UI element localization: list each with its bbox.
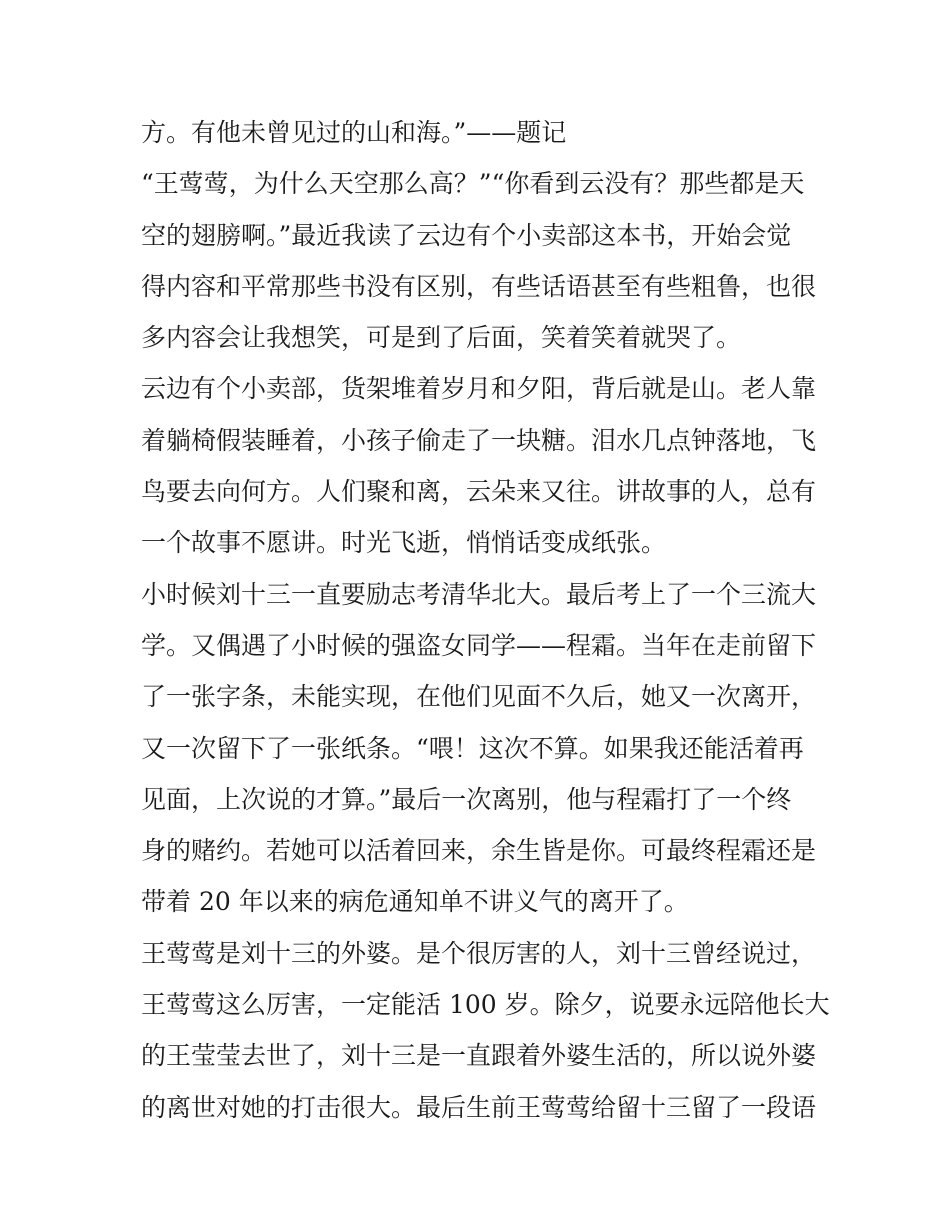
- text-line: 带着 20 年以来的病危通知单不讲义气的离开了。: [141, 887, 689, 917]
- text-line: 鸟要去向何方。人们聚和离，云朵来又往。讲故事的人，总有: [141, 477, 817, 507]
- text-line: 王莺莺是刘十三的外婆。是个很厉害的人，刘十三曾经说过，: [141, 938, 817, 968]
- text-line: 一个故事不愿讲。时光飞逝，悄悄话变成纸张。: [141, 528, 667, 558]
- text-line: 云边有个小卖部，货架堆着岁月和夕阳，背后就是山。老人靠: [141, 374, 817, 404]
- text-line: 了一张字条，未能实现，在他们见面不久后，她又一次离开，: [141, 682, 817, 712]
- text-line: 方。有他未曾见过的山和海。”——题记: [141, 118, 567, 147]
- text-line: 学。又偶遇了小时候的强盗女同学——程霜。当年在走前留下: [141, 630, 817, 660]
- text-line: 空的翅膀啊。”最近我读了云边有个小卖部这本书，开始会觉: [141, 220, 792, 250]
- text-line: 身的赌约。若她可以活着回来，余生皆是你。可最终程霜还是: [141, 836, 817, 866]
- text-line: 小时候刘十三一直要励志考清华北大。最后考上了一个三流大: [141, 579, 817, 609]
- text-line: 多内容会让我想笑，可是到了后面，笑着笑着就哭了。: [141, 323, 742, 353]
- body-text: [141, 107, 830, 1133]
- text-line: “王莺莺，为什么天空那么高？”“你看到云没有？那些都是天: [141, 169, 805, 199]
- text-line: 的王莹莹去世了，刘十三是一直跟着外婆生活的，所以说外婆: [141, 1041, 817, 1071]
- text-line: 的离世对她的打击很大。最后生前王莺莺给留十三留了一段语: [141, 1092, 817, 1122]
- text-line: 着躺椅假装睡着，小孩子偷走了一块糖。泪水几点钟落地，飞: [141, 425, 817, 455]
- text-line: 见面，上次说的才算。”最后一次离别，他与程霜打了一个终: [141, 784, 792, 814]
- text-line: 得内容和平常那些书没有区别，有些话语甚至有些粗鲁，也很: [141, 271, 817, 301]
- text-line: 又一次留下了一张纸条。“喂！这次不算。如果我还能活着再: [141, 733, 804, 763]
- text-line: 王莺莺这么厉害，一定能活 100 岁。除夕，说要永远陪他长大: [141, 990, 830, 1020]
